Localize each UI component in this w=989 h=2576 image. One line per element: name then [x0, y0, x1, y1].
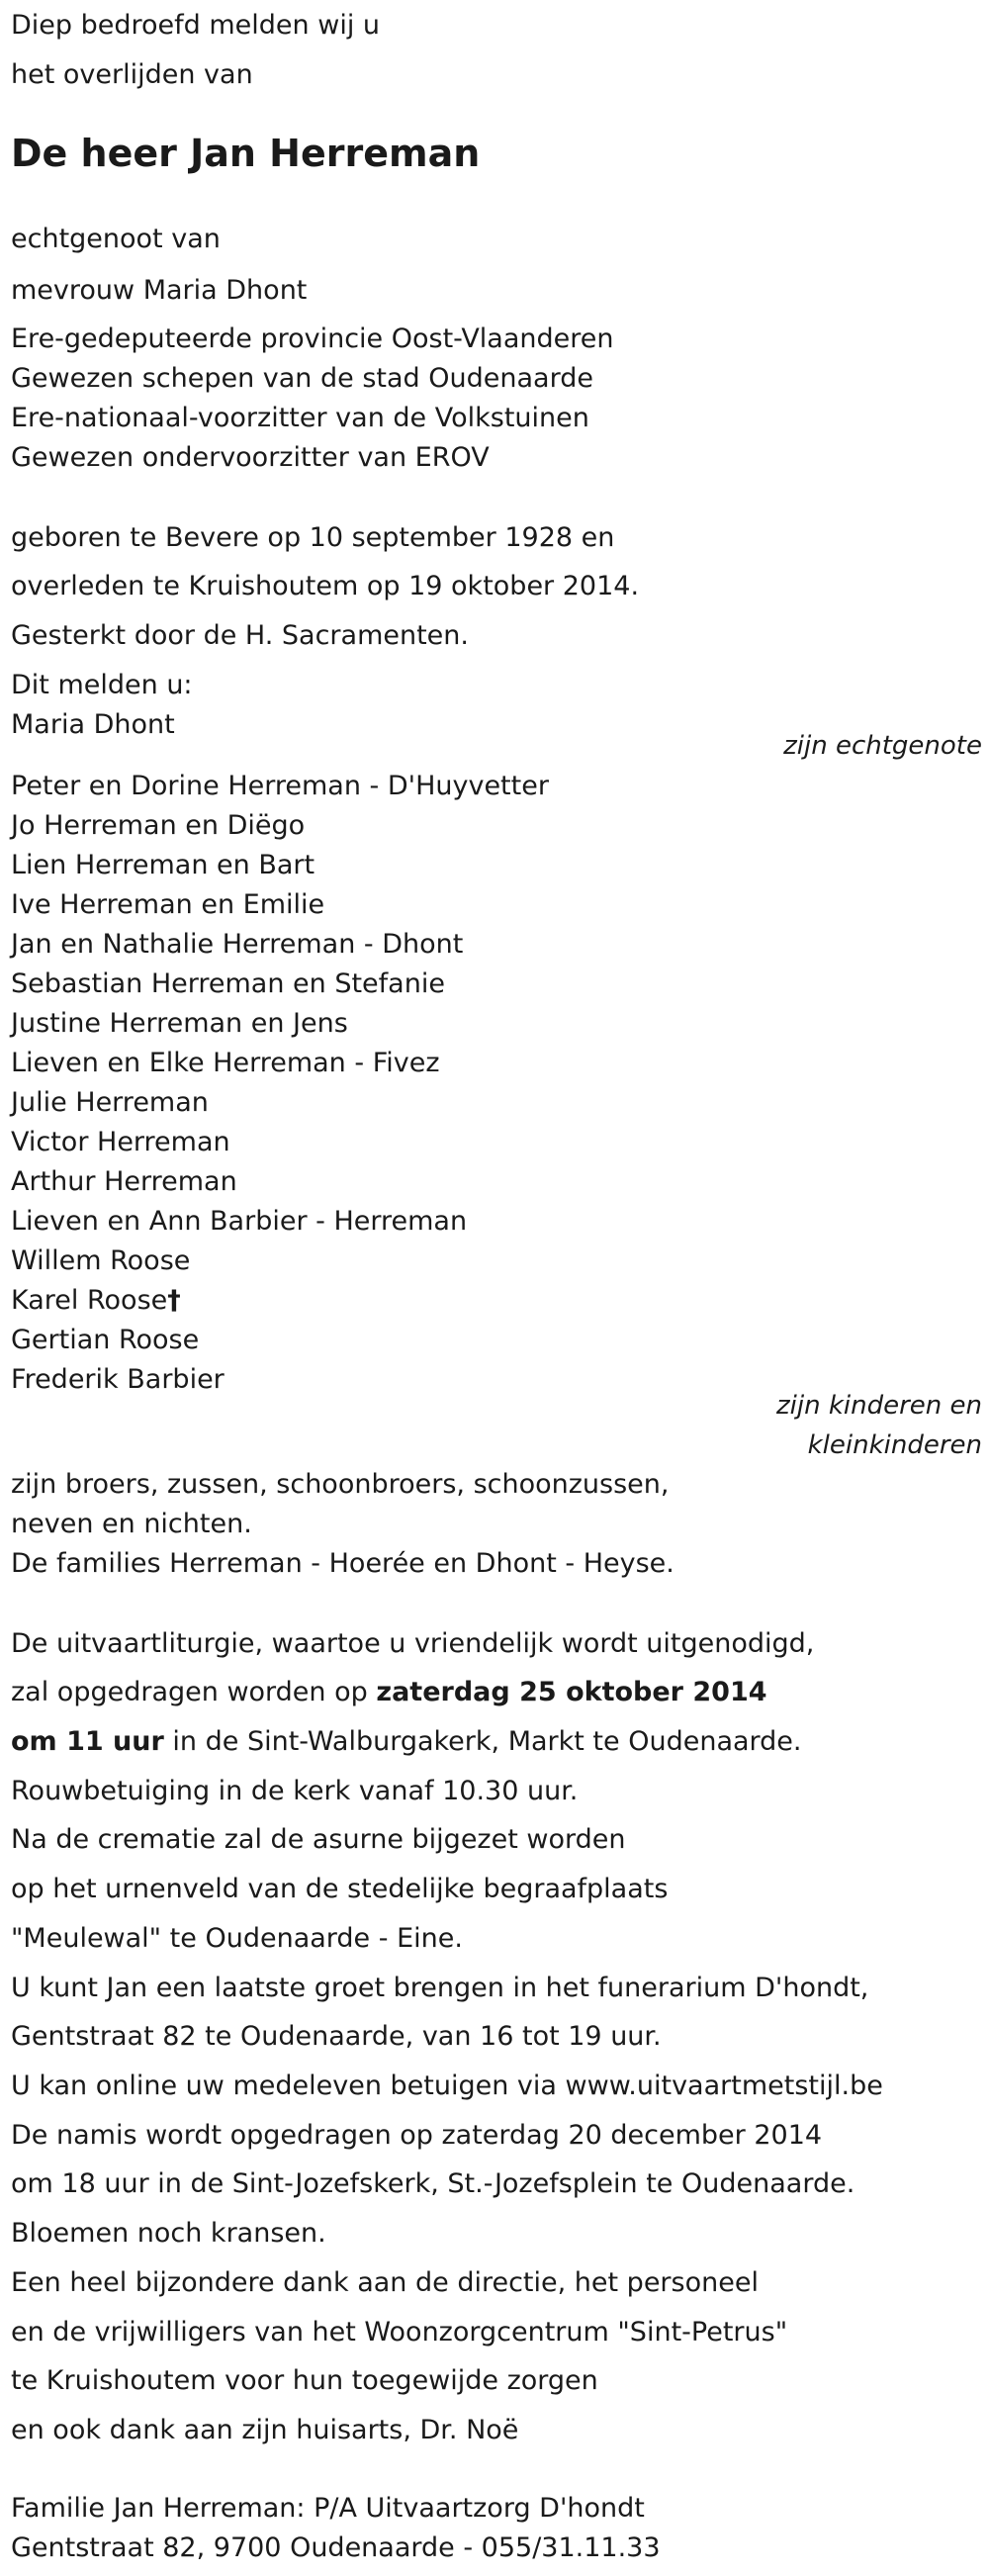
family-member: Lieven en Elke Herreman - Fivez [11, 1048, 440, 1078]
liturgy-text: in de Sint-Walburgakerk, Markt te Oudenaarde. [163, 1726, 802, 1757]
detail-line: Een heel bijzondere dank aan de directie, het personeel [11, 2267, 759, 2298]
detail-line: op het urnenveld van de stedelijke begraafplaats [11, 1874, 669, 1904]
family-role-1: zijn kinderen en [776, 1391, 982, 1421]
spouse-intro-2: mevrouw Maria Dhont [11, 275, 308, 306]
liturgy-line-1: De uitvaartliturgie, waartoe u vriendelijk wordt uitgenodigd, [11, 1628, 815, 1659]
relatives-line: zijn broers, zussen, schoonbroers, schoonzussen, [11, 1469, 670, 1500]
family-member: Peter en Dorine Herreman - D'Huyvetter [11, 771, 549, 801]
title-line: Gewezen ondervoorzitter van EROV [11, 442, 490, 473]
liturgy-line-3 [11, 1728, 802, 1755]
liturgy-text: zal opgedragen worden op [11, 1677, 377, 1707]
family-member: Julie Herreman [11, 1087, 209, 1118]
family-member: Victor Herreman [11, 1127, 230, 1157]
family-member: Justine Herreman en Jens [11, 1008, 348, 1039]
family-member: Ive Herreman en Emilie [11, 889, 325, 920]
family-member-name: Karel Roose [11, 1285, 168, 1316]
family-member-deceased [11, 1287, 181, 1314]
family-member: Gertian Roose [11, 1325, 200, 1355]
detail-line: en ook dank aan zijn huisarts, Dr. Noë [11, 2415, 519, 2445]
detail-line: Na de crematie zal de asurne bijgezet worden [11, 1824, 626, 1855]
detail-line: om 18 uur in de Sint-Jozefskerk, St.-Jozefsplein te Oudenaarde. [11, 2168, 855, 2199]
family-member: Frederik Barbier [11, 1364, 225, 1395]
birth-line: geboren te Bevere op 10 september 1928 en [11, 522, 615, 553]
intro-line-2: het overlijden van [11, 59, 253, 90]
liturgy-time: om 11 uur [11, 1726, 164, 1757]
family-member: Lieven en Ann Barbier - Herreman [11, 1206, 468, 1237]
deceased-name: De heer Jan Herreman [11, 132, 481, 175]
liturgy-line-2 [11, 1679, 767, 1705]
detail-line: Bloemen noch kransen. [11, 2218, 326, 2249]
detail-line: U kunt Jan een laatste groet brengen in het funerarium D'hondt, [11, 1973, 869, 2003]
detail-line: Rouwbetuiging in de kerk vanaf 10.30 uur. [11, 1776, 579, 1806]
sacraments-line: Gesterkt door de H. Sacramenten. [11, 620, 469, 651]
title-line: Ere-gedeputeerde provincie Oost-Vlaanderen [11, 323, 614, 354]
spouse-intro-1: echtgenoot van [11, 224, 221, 254]
title-line: Ere-nationaal-voorzitter van de Volkstuinen [11, 403, 589, 433]
detail-line: te Kruishoutem voor hun toegewijde zorgen [11, 2365, 598, 2396]
family-member: Willem Roose [11, 1245, 191, 1276]
announce-line: Dit melden u: [11, 670, 193, 700]
family-member: Sebastian Herreman en Stefanie [11, 968, 445, 999]
title-line: Gewezen schepen van de stad Oudenaarde [11, 363, 593, 394]
widow-role: zijn echtgenote [783, 731, 982, 761]
contact-line-2: Gentstraat 82, 9700 Oudenaarde - 055/31.11.33 [11, 2532, 661, 2563]
detail-line: Gentstraat 82 te Oudenaarde, van 16 tot 19 uur. [11, 2021, 662, 2052]
detail-line: U kan online uw medeleven betuigen via www.uitvaartmetstijl.be [11, 2070, 883, 2101]
contact-line-1: Familie Jan Herreman: P/A Uitvaartzorg D'hondt [11, 2493, 645, 2524]
family-member: Jo Herreman en Diëgo [11, 810, 306, 841]
relatives-line: De families Herreman - Hoerée en Dhont - Heyse. [11, 1548, 674, 1579]
relatives-line: neven en nichten. [11, 1509, 252, 1539]
family-member: Jan en Nathalie Herreman - Dhont [11, 929, 464, 960]
family-member: Lien Herreman en Bart [11, 850, 315, 880]
family-role-2: kleinkinderen [807, 1430, 982, 1460]
detail-line: De namis wordt opgedragen op zaterdag 20 december 2014 [11, 2120, 823, 2151]
intro-line-1: Diep bedroefd melden wij u [11, 10, 381, 41]
cross-icon: † [167, 1285, 181, 1316]
death-line: overleden te Kruishoutem op 19 oktober 2014. [11, 571, 640, 601]
detail-line: en de vrijwilligers van het Woonzorgcentrum "Sint-Petrus" [11, 2317, 788, 2347]
widow-name: Maria Dhont [11, 709, 175, 740]
detail-line: "Meulewal" te Oudenaarde - Eine. [11, 1923, 463, 1954]
liturgy-date: zaterdag 25 oktober 2014 [376, 1677, 767, 1707]
family-member: Arthur Herreman [11, 1166, 237, 1197]
